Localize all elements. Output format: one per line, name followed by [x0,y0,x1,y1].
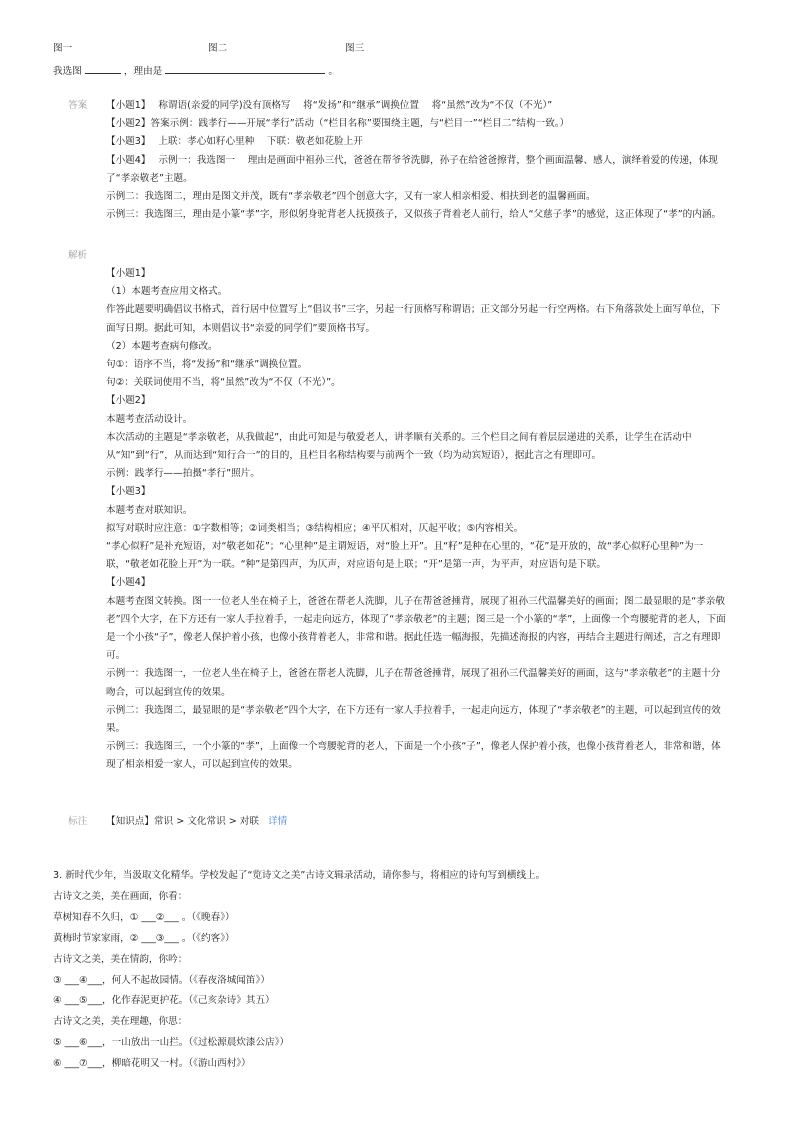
analysis-line: 【小题1】 [106,268,151,279]
q3-line: ④ ___⑤___，化作春泥更护花。（《己亥杂诗》其五） [53,995,275,1007]
analysis-line: 本题考查对联知识。 [106,504,193,516]
tags-row [106,813,287,831]
analysis-line: 拟写对联时应注意：①字数相等；②词类相当；③结构相应；④平仄相对，仄起平收；⑤内容相关。 [106,522,524,534]
question-3 [53,866,753,1075]
analysis-line: 本题考查图文转换。图一一位老人坐在椅子上，爸爸在帮老人洗脚，儿子在帮爸爸捶背，展现了祖孙三代温馨美好的画面；图二最显眼的是“孝亲敬老”四个大字，在下方还有一家人手拉着手，一起走向远方，体现了“孝亲敬老”的主题；图三是一个小篆的“孝”，上面像一个弯腰驼背的老人，下面是一个小孩“子”，像老人保护着小孩，也像小孩背着老人，非常和谐。据此任选一幅海报，先描述海报的内容，再结合主题进行阐述，言之有理即可。 [106,595,726,662]
answer-line: 【小题4】 示例一：我选图一 理由是画面中祖孙三代，爸爸在帮爷爷洗脚，孙子在给爸爸擦背，整个画面温馨、感人，演绎着爱的传递，体现了“孝亲敬老”主题。 [106,154,718,184]
analysis-line: 【小题2】 [106,395,151,407]
q3-line: 古诗文之美，美在情韵，你吟： [53,953,188,965]
analysis-line: 本题考查活动设计。 [106,413,193,425]
fig3-label: 图三 [345,43,365,54]
analysis-body [106,265,726,775]
analysis-line: “孝心似籽”是补充短语，对“敬老如花”；“心里种”是主谓短语，对“脸上开”。且“籽”是种在心里的，“花”是开放的，故“孝心似籽心里种”为一联，“敬老如花脸上开”为一联。“种”是第四声，为仄声，对应语句是上联；“开”是第一声，为平声，对应语句是下联。 [106,541,704,571]
q3-line: 古诗文之美，美在理趣，你思： [53,1016,188,1028]
q3-stem: 3. 新时代少年，当汲取文化精华。学校发起了“览诗文之美”古诗文辑录活动，请你参与，将相应的诗句写到横线上。 [53,870,546,881]
q3-line: 黄梅时节家家雨，② ___③___ 。（《约客》） [53,932,235,944]
answer-line: 【小题2】答案示例：践孝行——开展“孝行”活动（“栏目名称”要围绕主题，与“栏目一”“栏目二”结构一致。） [106,118,570,130]
analysis-line: 作答此题要明确倡议书格式，首行居中位置写上“倡议书”三字，另起一行顶格写称谓语；正文部分另起一行空两格。右下角落款处上面写单位，下面写日期。据此可知，本则倡议书“亲爱的同学们”要顶格书写。 [106,304,721,334]
analysis-line: 示例二：我选图二，最显眼的是“孝亲敬老”四个大字，在下方还有一家人手拉着手，一起走向远方，体现了“孝亲敬老”的主题，可以起到宣传的效果。 [106,704,721,735]
analysis-line: （2）本题考查病句修改。 [106,340,218,352]
choose-prefix: 我选图 [53,66,82,77]
analysis-line: （1）本题考查应用文格式。 [106,286,228,298]
analysis-line: 示例：践孝行——拍摄“孝行”照片。 [106,468,260,480]
choose-end: 。 [328,66,338,77]
q3-line: ⑤ ___⑥___，一山放出一山拦。（《过松源晨炊漆公店》） [53,1037,290,1049]
answer-body [106,97,726,224]
q3-line: 草树知春不久归，① ___②___ 。（《晚春》） [53,911,235,923]
knowledge-point: 【知识点】常识 > 文化常识 > 对联 [106,816,259,827]
analysis-label: 解析 [68,250,88,261]
analysis-line: 句①：语序不当，将“发扬”和“继承”调换位置。 [106,359,308,371]
q3-line: ③ ___④___，何人不起故园情。（《春夜洛城闻笛》） [53,974,270,986]
answer-line: 示例三：我选图三，理由是小篆“孝”字，形似躬身驼背老人抚摸孩子，又似孩子背着老人前行，给人“父慈子孝”的感觉，这正体现了“孝”的内涵。 [106,209,722,221]
answer-line: 【小题3】 上联：孝心如籽心里种 下联：敬老如花脸上开 [106,136,363,148]
choose-blank [85,62,121,74]
q3-line: 古诗文之美，美在画面，你看： [53,890,188,902]
analysis-line: 示例三：我选图三，一个小篆的“孝”，上面像一个弯腰驼背的老人，下面是一个小孩“子”，像老人保护着小孩，也像小孩背着老人，非常和谐，体现了相亲相爱一家人，可以起到宣传的效果。 [106,741,721,771]
answer-label: 答案 [68,100,88,111]
analysis-line: 【小题4】 [106,577,151,589]
answer-line: 【小题1】 称谓语(亲爱的同学)没有顶格写 将“发扬”和“继承”调换位置 将“虽然”改为“不仅（不光）” [106,100,553,111]
tags-label: 标注 [68,816,88,827]
detail-link[interactable]: 详情 [268,816,288,827]
choose-line [53,62,338,81]
q3-line: ⑥ ___⑦___，柳暗花明又一村。（《游山西村》） [53,1058,251,1070]
fig2-label: 图二 [208,43,228,54]
fig1-label: 图一 [53,43,73,54]
analysis-line: 本次活动的主题是“孝亲敬老，从我做起”，由此可知是与敬爱老人，讲孝顺有关系的。三个栏目之间有着层层递进的关系，让学生在活动中从“知”到“行”，从而达到“知行合一”的目的，且栏目名称结构要与前两个一致（均为动宾短语），据此言之有理即可。 [106,431,692,462]
analysis-line: 句②：关联词使用不当，将“虽然”改为“不仅（不光）”。 [106,377,341,389]
choose-mid: ，理由是 [123,66,163,77]
analysis-line: 【小题3】 [106,486,151,498]
analysis-line: 示例一：我选图一，一位老人坐在椅子上，爸爸在帮老人洗脚，儿子在帮爸爸捶背，展现了祖孙三代温馨美好的画面，这与“孝亲敬老”的主题十分吻合，可以起到宣传的效果。 [106,668,721,698]
reason-blank [165,62,325,74]
answer-line: 示例二：我选图二，理由是图文并茂，既有“孝亲敬老”四个创意大字，又有一家人相亲相爱、相扶到老的温馨画面。 [106,191,596,203]
